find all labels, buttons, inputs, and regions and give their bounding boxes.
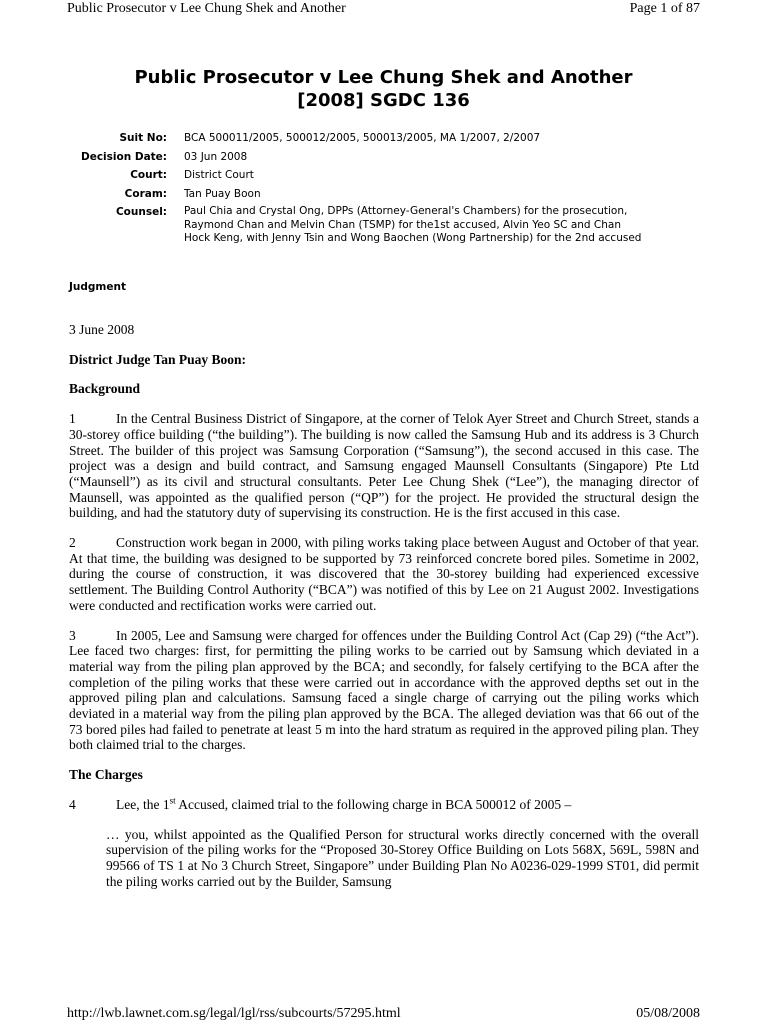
counsel-line: Paul Chia and Crystal Ong, DPPs (Attorney-General's Chambers) for the prosecution,: [184, 205, 628, 217]
case-title-line: Public Prosecutor v Lee Chung Shek and Another: [134, 67, 633, 88]
counsel-value: [184, 203, 704, 246]
coram-row: [67, 185, 707, 204]
judgment-body: [69, 322, 699, 889]
header-case-name: Public Prosecutor v Lee Chung Shek and Another: [67, 1, 346, 16]
paragraph-number: 3: [69, 627, 76, 643]
paragraph-1: [69, 411, 699, 521]
suit-no-row: [67, 129, 707, 148]
paragraph-text: In the Central Business District of Singapore, at the corner of Telok Ayer Street and Church Street, stands a 30-storey office building (“the building”). The building is now called the Samsung Hub and its address is 3 Church Street. The builder of this project was Samsung Corporation (“Samsung”), the second accused in this case. The project was a design and build contract, and Samsung engaged Maunsell Consultants (Singapore) Pte Ltd (“Maunsell”) as its civil and structural consultants. Peter Lee Chung Shek (“Lee”), the managing director of Maunsell, was appointed as the qualified person (“QP”) for the project. He provided the structural design the building, and had the statutory duty of supervising its construction. He is the first accused in this case.: [69, 411, 699, 521]
footer-url[interactable]: http://lwb.lawnet.com.sg/legal/lgl/rss/subcourts/57295.html: [67, 1006, 401, 1021]
running-header: [67, 0, 700, 18]
paragraph-3: [69, 628, 699, 754]
counsel-row: [67, 203, 707, 246]
paragraph-text: Construction work began in 2000, with piling works taking place between August and October of that year. At that time, the building was designed to be supported by 73 reinforced concrete bored piles. Sometime in 2002, during the course of construction, it was discovered that the 30-storey building had experienced excessive settlement. The Building Control Authority (“BCA”) was notified of this by Lee on 21 August 2002. Investigations were conducted and rectification works were carried out.: [69, 535, 699, 613]
case-metadata: [67, 129, 707, 246]
counsel-line: Raymond Chan and Melvin Chan (TSMP) for the1st accused, Alvin Yeo SC and Chan: [184, 218, 621, 231]
header-page-number: Page 1 of 87: [629, 1, 700, 16]
suit-no-value: BCA 500011/2005, 500012/2005, 500013/2005, MA 1/2007, 2/2007: [184, 132, 541, 144]
charge-quote: … you, whilst appointed as the Qualified Person for structural works directly concerned with the overall supervision of the piling works for the “Proposed 30-Storey Office Building on Lots 568X, 569L, 598N and 99566 of TS 1 at No 3 Church Street, Singapore” under Building Plan No A0236-029-1999 ST01, did permit the piling works carried out by the Builder, Samsung: [106, 826, 699, 889]
counsel-line: Hock Keng, with Jenny Tsin and Wong Baochen (Wong Partnership) for the 2nd accused: [184, 232, 642, 244]
decision-date-value: 03 Jun 2008: [184, 150, 248, 163]
case-citation: [2008] SGDC 136: [297, 90, 470, 111]
paragraph-4: [69, 797, 699, 813]
paragraph-number: 4: [69, 796, 76, 812]
court-row: [67, 166, 707, 185]
paragraph-text: Accused, claimed trial to the following charge in BCA 500012 of 2005 –: [175, 796, 572, 812]
footer-date: 05/08/2008: [636, 1006, 700, 1021]
suit-no-label: Suit No:: [119, 132, 167, 144]
judge-name: District Judge Tan Puay Boon:: [69, 351, 247, 367]
decision-date-row: [67, 148, 707, 167]
coram-label: Coram:: [124, 187, 167, 200]
paragraph-number: 1: [69, 411, 76, 427]
case-title: [67, 66, 700, 112]
judgment-heading: Judgment: [69, 281, 126, 293]
ordinal-suffix: st: [169, 795, 176, 806]
judgment-date: 3 June 2008: [69, 322, 135, 337]
decision-date-label: Decision Date:: [81, 150, 167, 163]
running-footer: [67, 1005, 700, 1023]
paragraph-2: [69, 535, 699, 614]
paragraph-number: 2: [69, 535, 76, 551]
paragraph-text: Lee, the 1: [116, 796, 170, 812]
counsel-label: Counsel:: [115, 206, 167, 218]
court-value: District Court: [184, 169, 254, 181]
background-heading: Background: [69, 381, 141, 397]
paragraph-text: In 2005, Lee and Samsung were charged for offences under the Building Control Act (Cap 29) (“the Act”). Lee faced two charges: first, for permitting the piling works to be carried out by Samsung which deviated in a material way from the piling plan approved by the BCA; and secondly, for falsely certifying to the BCA after the completion of the piling works that these were carried out in accordance with the approved depths set out in the approved piling plan and calculations. Samsung faced a single charge of carrying out the piling works which deviated in a material way from the piling plan approved by the BCA. The alleged deviation was that 66 out of the 73 bored piles had failed to penetrate at least 5 m into the hard stratum as required in the approved piling plan. They both claimed trial to the charges.: [69, 627, 699, 753]
coram-value: Tan Puay Boon: [184, 187, 261, 200]
charges-heading: The Charges: [69, 767, 143, 783]
court-label: Court:: [130, 169, 167, 181]
